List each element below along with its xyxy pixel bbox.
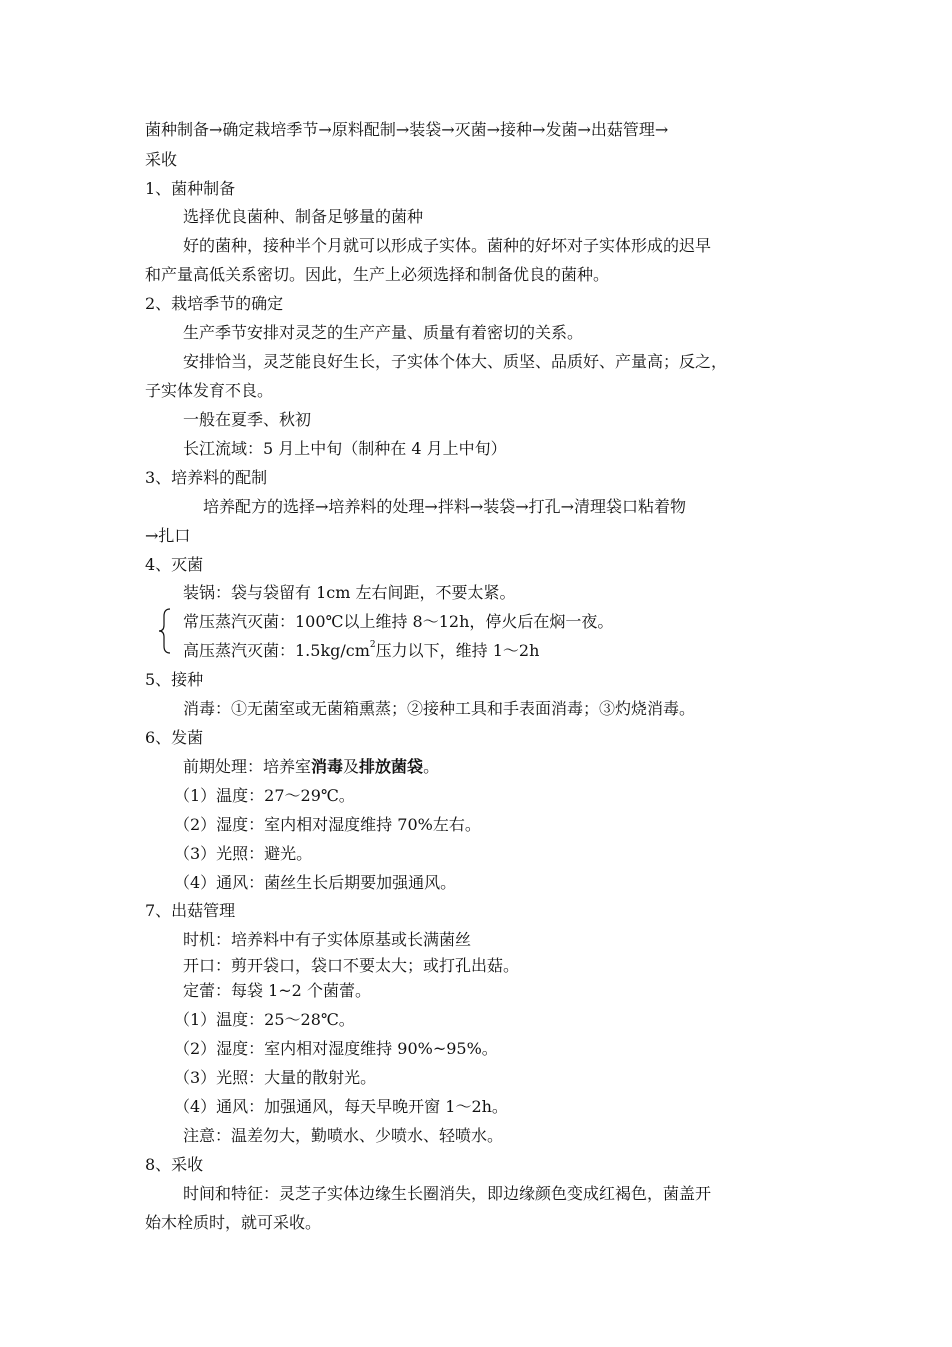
section-6-paragraph	[183, 756, 439, 778]
section-1-paragraph: 选择优良菌种、制备足够量的菌种	[183, 207, 424, 226]
section-7-note: 注意：温差勿大，勤喷水、少喷水、轻喷水。	[183, 1126, 504, 1145]
section-4-paragraph: 常压蒸汽灭菌：100℃以上维持 8～12h，停火后在焖一夜。	[183, 612, 614, 631]
list-item: （3）光照：避光。	[174, 844, 313, 863]
section-6-text: 前期处理：培养室	[183, 757, 312, 776]
section-6-text: 。	[423, 757, 440, 776]
section-6-text: 及	[343, 757, 360, 776]
section-4-heading: 4、灭菌	[145, 555, 204, 574]
section-2-paragraph: 生产季节安排对灵芝的生产产量、质量有着密切的关系。	[183, 323, 584, 342]
section-7-paragraph: 时机：培养料中有子实体原基或长满菌丝	[183, 930, 472, 949]
list-item: （2）湿度：室内相对湿度维持 70%左右。	[174, 815, 481, 834]
section-4-text: 压力以下，维持 1～2h	[375, 641, 540, 660]
section-7-paragraph: 开口：剪开袋口，袋口不要太大；或打孔出菇。	[183, 956, 520, 975]
section-2-paragraph: 长江流域：5 月上中旬（制种在 4 月上中旬）	[183, 439, 507, 458]
section-5-paragraph: 消毒：①无菌室或无菌箱熏蒸；②接种工具和手表面消毒；③灼烧消毒。	[183, 699, 696, 718]
section-7-paragraph: 定蕾：每袋 1~2 个菌蕾。	[183, 981, 371, 1000]
section-1-paragraph: 好的菌种，接种半个月就可以形成子实体。菌种的好坏对子实体形成的迟早	[183, 236, 712, 255]
list-item: （1）温度：25～28℃。	[174, 1010, 355, 1029]
section-2-paragraph: 安排恰当，灵芝能良好生长，子实体个体大、质坚、品质好、产量高；反之，	[183, 352, 728, 371]
section-3-heading: 3、培养料的配制	[145, 468, 268, 487]
list-item: （1）温度：27～29℃。	[174, 786, 355, 805]
list-item: （2）湿度：室内相对湿度维持 90%~95%。	[174, 1039, 498, 1058]
section-5-heading: 5、接种	[145, 670, 204, 689]
list-item: （4）通风：加强通风，每天早晚开窗 1～2h。	[174, 1097, 508, 1116]
section-4-text: 高压蒸汽灭菌：1.5kg/cm	[183, 641, 370, 660]
section-7-heading: 7、出菇管理	[145, 901, 236, 920]
section-1-paragraph: 和产量高低关系密切。因此，生产上必须选择和制备优良的菌种。	[145, 265, 610, 284]
section-4-paragraph: 装锅：袋与袋留有 1cm 左右间距，不要太紧。	[183, 583, 516, 602]
curly-brace-icon	[158, 608, 172, 654]
section-1-heading: 1、菌种制备	[145, 179, 236, 198]
section-3-paragraph: 培养配方的选择→培养料的处理→拌料→装袋→打孔→清理袋口粘着物	[203, 497, 687, 516]
section-2-heading: 2、栽培季节的确定	[145, 294, 284, 313]
superscript: 2	[369, 640, 376, 650]
section-4-paragraph	[183, 640, 539, 662]
section-2-paragraph: 子实体发育不良。	[145, 381, 274, 400]
flow-line-1: 菌种制备→确定栽培季节→原料配制→装袋→灭菌→接种→发菌→出菇管理→	[145, 120, 669, 139]
section-8-heading: 8、采收	[145, 1155, 204, 1174]
bold-text: 消毒	[311, 757, 344, 776]
section-3-paragraph: →扎口	[145, 526, 191, 545]
section-6-heading: 6、发菌	[145, 728, 204, 747]
section-8-paragraph: 始木栓质时，就可采收。	[145, 1213, 322, 1232]
list-item: （4）通风：菌丝生长后期要加强通风。	[174, 873, 457, 892]
flow-line-2: 采收	[145, 150, 178, 169]
list-item: （3）光照：大量的散射光。	[174, 1068, 377, 1087]
bold-text: 排放菌袋	[359, 757, 424, 776]
section-8-paragraph: 时间和特征：灵芝子实体边缘生长圈消失，即边缘颜色变成红褐色，菌盖开	[183, 1184, 712, 1203]
section-2-paragraph: 一般在夏季、秋初	[183, 410, 312, 429]
